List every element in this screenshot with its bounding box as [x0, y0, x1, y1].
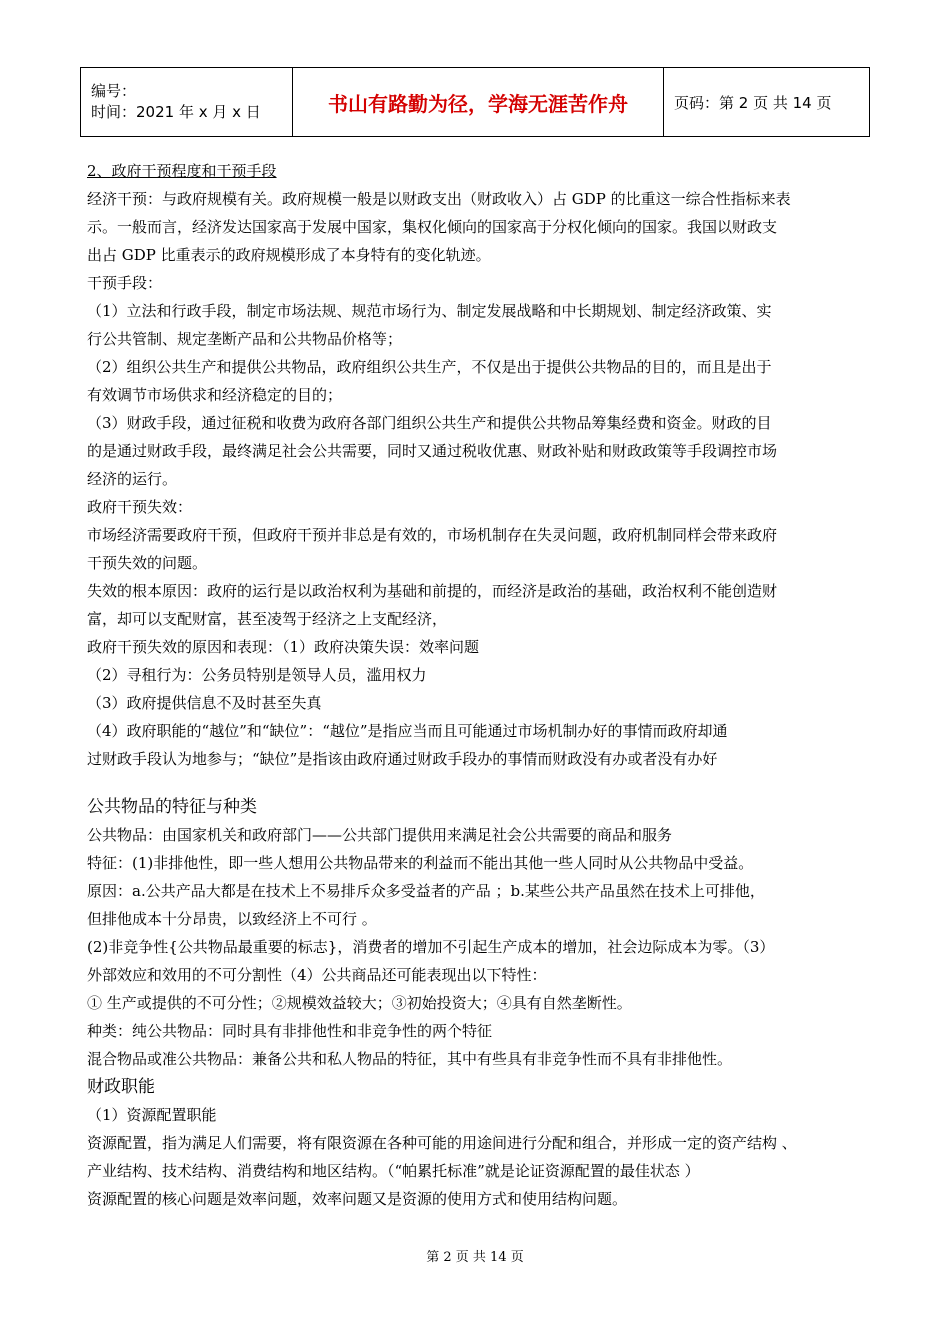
paragraph-line: （2）寻租行为：公务员特别是领导人员，滥用权力	[87, 666, 427, 684]
section-government-intervention	[87, 185, 872, 773]
paragraph-line: 种类：纯公共物品：同时具有非排他性和非竞争性的两个特征	[87, 1022, 493, 1040]
section-title-government-intervention: 2、政府干预程度和干预手段	[87, 162, 277, 180]
paragraph-line: 示。一般而言，经济发达国家高于发展中国家，集权化倾向的国家高于分权化倾向的国家。我国以财政支	[87, 218, 778, 236]
paragraph-line: 干预手段：	[87, 274, 163, 292]
paragraph-line: 市场经济需要政府干预，但政府干预并非总是有效的，市场机制存在失灵问题，政府机制同样会带来政府	[87, 526, 778, 544]
paragraph-line: 资源配置的核心问题是效率问题，效率问题又是资源的使用方式和使用结构问题。	[87, 1190, 628, 1208]
paragraph-line: 出占 GDP 比重表示的政府规模形成了本身特有的变化轨迹。	[87, 246, 491, 264]
paragraph-line: （3）财政手段，通过征税和收费为政府各部门组织公共生产和提供公共物品筹集经费和资金。财政的目	[87, 414, 772, 432]
paragraph-line: 干预失效的问题。	[87, 554, 208, 572]
document-number-label: 编号：	[91, 82, 137, 100]
paragraph-line: 经济的运行。	[87, 470, 178, 488]
paragraph-line: 过财政手段认为地参与；“缺位”是指该由政府通过财政手段办的事情而财政没有办或者没有办好	[87, 750, 718, 768]
paragraph-line: 政府干预失效的原因和表现：（1）政府决策失误：效率问题	[87, 638, 480, 656]
header-motto: 书山有路勤为径，学海无涯苦作舟	[293, 68, 664, 137]
section-title-public-goods: 公共物品的特征与种类	[87, 797, 257, 817]
document-date-label: 时间：2021 年 x 月 x 日	[91, 103, 261, 121]
paragraph-line: 但排他成本十分昂贵，以致经济上不可行 。	[87, 910, 377, 928]
paragraph-line: （3）政府提供信息不及时甚至失真	[87, 694, 322, 712]
header-left-cell	[81, 68, 293, 137]
paragraph-line: （4）政府职能的“越位”和“缺位”：“越位”是指应当而且可能通过市场机制办好的事情而政府却通	[87, 722, 728, 740]
section-public-goods	[87, 821, 872, 1073]
paragraph-line: 政府干预失效：	[87, 498, 193, 516]
paragraph-line: （1）立法和行政手段，制定市场法规、规范市场行为、制定发展战略和中长期规划、制定经济政策、实	[87, 302, 772, 320]
page-footer: 第 2 页 共 14 页	[426, 1250, 524, 1265]
paragraph-line: 经济干预：与政府规模有关。政府规模一般是以财政支出（财政收入）占 GDP 的比重这一综合性指标来表	[87, 190, 791, 208]
page-header	[80, 67, 870, 137]
paragraph-line: 行公共管制、规定垄断产品和公共物品价格等；	[87, 330, 403, 348]
paragraph-line: 混合物品或准公共物品：兼备公共和私人物品的特征，其中有些具有非竞争性而不具有非排他性。	[87, 1050, 733, 1068]
paragraph-line: ① 生产或提供的不可分性；②规模效益较大；③初始投资大；④具有自然垄断性。	[87, 994, 632, 1012]
paragraph-line: （2）组织公共生产和提供公共物品，政府组织公共生产，不仅是出于提供公共物品的目的，而且是出于	[87, 358, 772, 376]
paragraph-line: （1）资源配置职能	[87, 1106, 217, 1124]
paragraph-line: 失效的根本原因：政府的运行是以政治权利为基础和前提的，而经济是政治的基础，政治权利不能创造财	[87, 582, 778, 600]
paragraph-line: 特征：(1)非排他性，即一些人想用公共物品带来的利益而不能出其他一些人同时从公共物品中受益。	[87, 854, 754, 872]
paragraph-line: 资源配置，指为满足人们需要，将有限资源在各种可能的用途间进行分配和组合，并形成一定的资产结构 、	[87, 1134, 797, 1152]
paragraph-line: 富，却可以支配财富，甚至凌驾于经济之上支配经济，	[87, 610, 448, 628]
paragraph-line: 原因：a.公共产品大都是在技术上不易排斥众多受益者的产品 ；b.某些公共产品虽然在技术上可排他，	[87, 882, 765, 900]
paragraph-line: 的是通过财政手段，最终满足社会公共需要，同时又通过税收优惠、财政补贴和财政政策等手段调控市场	[87, 442, 778, 460]
paragraph-line: 外部效应和效用的不可分割性（4）公共商品还可能表现出以下特性：	[87, 966, 547, 984]
paragraph-line: 公共物品：由国家机关和政府部门——公共部门提供用来满足社会公共需要的商品和服务	[87, 826, 673, 844]
paragraph-line: 有效调节市场供求和经济稳定的目的；	[87, 386, 343, 404]
header-page-label: 页码：第 2 页 共 14 页	[664, 68, 870, 137]
document-body	[87, 157, 872, 1213]
paragraph-line: 产业结构、技术结构、消费结构和地区结构。（“帕累托标准”就是论证资源配置的最佳状态 ）	[87, 1162, 700, 1180]
section-title-fiscal-functions: 财政职能	[87, 1077, 155, 1097]
section-fiscal-functions	[87, 1101, 872, 1213]
paragraph-line: (2)非竞争性{公共物品最重要的标志}，消费者的增加不引起生产成本的增加，社会边际成本为零。（3）	[87, 938, 775, 956]
